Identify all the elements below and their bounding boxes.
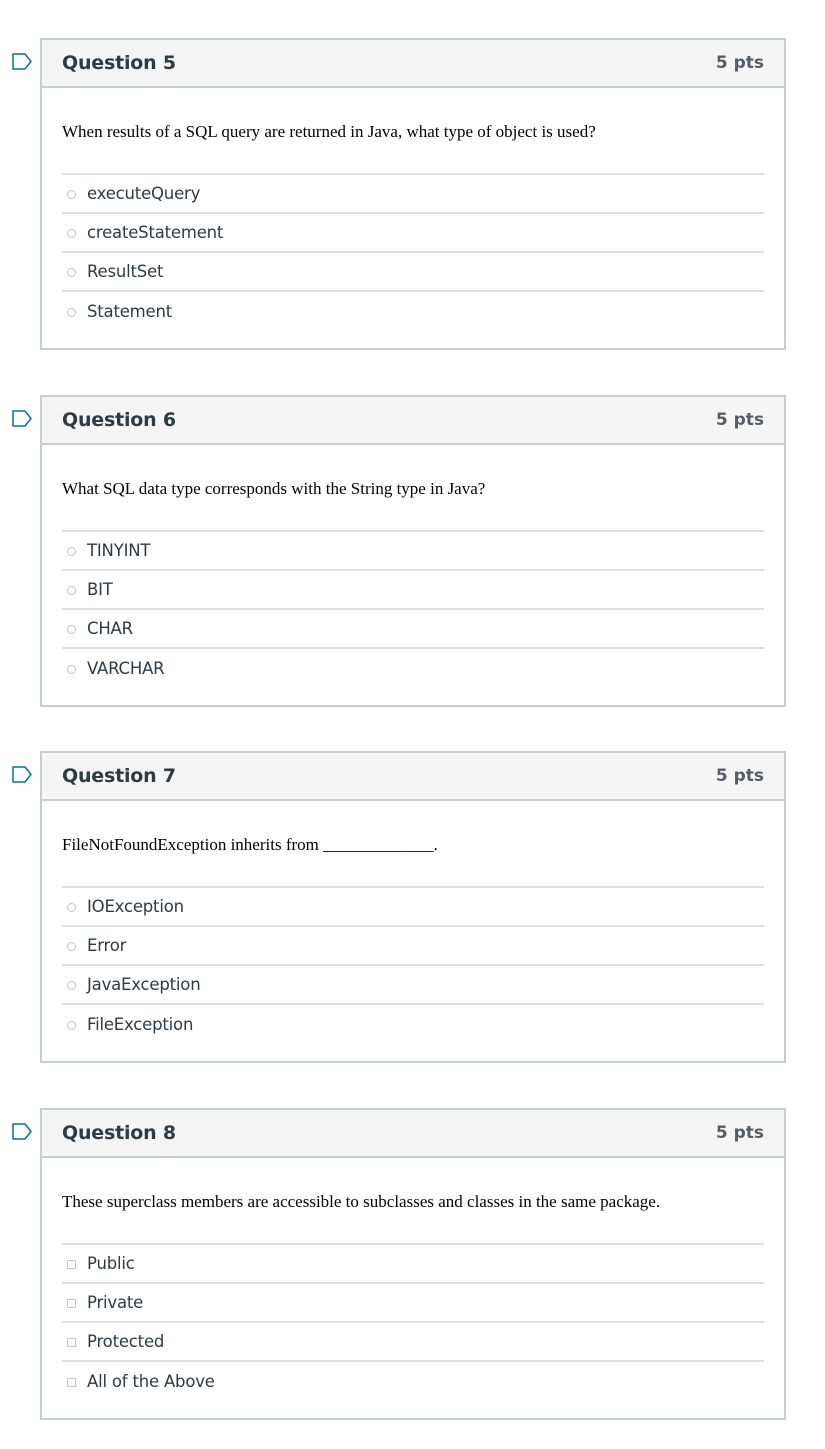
answer-label[interactable]: Private	[87, 1293, 144, 1312]
question-5	[40, 38, 786, 350]
question-text: These superclass members are accessible to subclasses and classes in the same package.	[62, 1192, 661, 1211]
question-title: Question 8	[62, 1122, 176, 1144]
answer-option[interactable]	[62, 1323, 764, 1362]
question-header	[42, 40, 784, 88]
answer-option[interactable]	[62, 175, 764, 214]
answer-label[interactable]: JavaException	[87, 975, 201, 994]
checkbox-icon[interactable]	[67, 1378, 76, 1387]
answer-label[interactable]: VARCHAR	[87, 659, 165, 678]
answer-label[interactable]: BIT	[87, 580, 113, 599]
radio-icon[interactable]	[67, 981, 76, 990]
answer-label[interactable]: All of the Above	[87, 1372, 215, 1391]
answer-label[interactable]: TINYINT	[87, 541, 151, 560]
answer-option[interactable]	[62, 253, 764, 292]
question-points: 5 pts	[715, 766, 764, 786]
answer-option[interactable]	[62, 888, 764, 927]
radio-icon[interactable]	[67, 665, 76, 674]
question-header	[42, 397, 784, 445]
answer-label[interactable]: IOException	[87, 897, 184, 916]
question-header	[42, 1110, 784, 1158]
answer-option[interactable]	[62, 292, 764, 331]
checkbox-icon[interactable]	[67, 1338, 76, 1347]
answer-label[interactable]: Statement	[87, 302, 173, 321]
question-title: Question 7	[62, 765, 176, 787]
radio-icon[interactable]	[67, 942, 76, 951]
answer-option[interactable]	[62, 1362, 764, 1401]
question-6	[40, 395, 786, 707]
answer-label[interactable]: Protected	[87, 1332, 165, 1351]
answer-option[interactable]	[62, 649, 764, 688]
question-points: 5 pts	[715, 410, 764, 430]
question-points: 5 pts	[715, 53, 764, 73]
radio-icon[interactable]	[67, 308, 76, 317]
question-title: Question 5	[62, 52, 176, 74]
answer-label[interactable]: FileException	[87, 1015, 194, 1034]
question-8	[40, 1108, 786, 1420]
flag-icon[interactable]	[12, 766, 32, 783]
checkbox-icon[interactable]	[67, 1299, 76, 1308]
answer-list	[62, 1243, 764, 1401]
answer-label[interactable]: Public	[87, 1254, 135, 1273]
answer-list	[62, 530, 764, 688]
question-header	[42, 753, 784, 801]
question-body	[42, 88, 784, 331]
flag-icon[interactable]	[12, 1123, 32, 1140]
answer-option[interactable]	[62, 1245, 764, 1284]
answer-label[interactable]: createStatement	[87, 223, 224, 242]
answer-label[interactable]: Error	[87, 936, 127, 955]
radio-icon[interactable]	[67, 625, 76, 634]
answer-option[interactable]	[62, 532, 764, 571]
flag-icon[interactable]	[12, 53, 32, 70]
answer-label[interactable]: ResultSet	[87, 262, 164, 281]
checkbox-icon[interactable]	[67, 1260, 76, 1269]
answer-label[interactable]: CHAR	[87, 619, 133, 638]
radio-icon[interactable]	[67, 229, 76, 238]
answer-list	[62, 886, 764, 1044]
answer-option[interactable]	[62, 571, 764, 610]
answer-option[interactable]	[62, 1005, 764, 1044]
question-text: FileNotFoundException inherits from _____________.	[62, 835, 438, 854]
answer-option[interactable]	[62, 927, 764, 966]
answer-option[interactable]	[62, 214, 764, 253]
radio-icon[interactable]	[67, 547, 76, 556]
radio-icon[interactable]	[67, 903, 76, 912]
question-points: 5 pts	[715, 1123, 764, 1143]
radio-icon[interactable]	[67, 268, 76, 277]
answer-option[interactable]	[62, 966, 764, 1005]
radio-icon[interactable]	[67, 586, 76, 595]
flag-icon[interactable]	[12, 410, 32, 427]
question-text: When results of a SQL query are returned in Java, what type of object is used?	[62, 122, 596, 141]
answer-label[interactable]: executeQuery	[87, 184, 201, 203]
question-title: Question 6	[62, 409, 176, 431]
answer-list	[62, 173, 764, 331]
question-body	[42, 445, 784, 688]
answer-option[interactable]	[62, 1284, 764, 1323]
radio-icon[interactable]	[67, 1021, 76, 1030]
radio-icon[interactable]	[67, 190, 76, 199]
answer-option[interactable]	[62, 610, 764, 649]
question-7	[40, 751, 786, 1063]
question-body	[42, 1158, 784, 1401]
question-body	[42, 801, 784, 1044]
question-text: What SQL data type corresponds with the String type in Java?	[62, 479, 486, 498]
